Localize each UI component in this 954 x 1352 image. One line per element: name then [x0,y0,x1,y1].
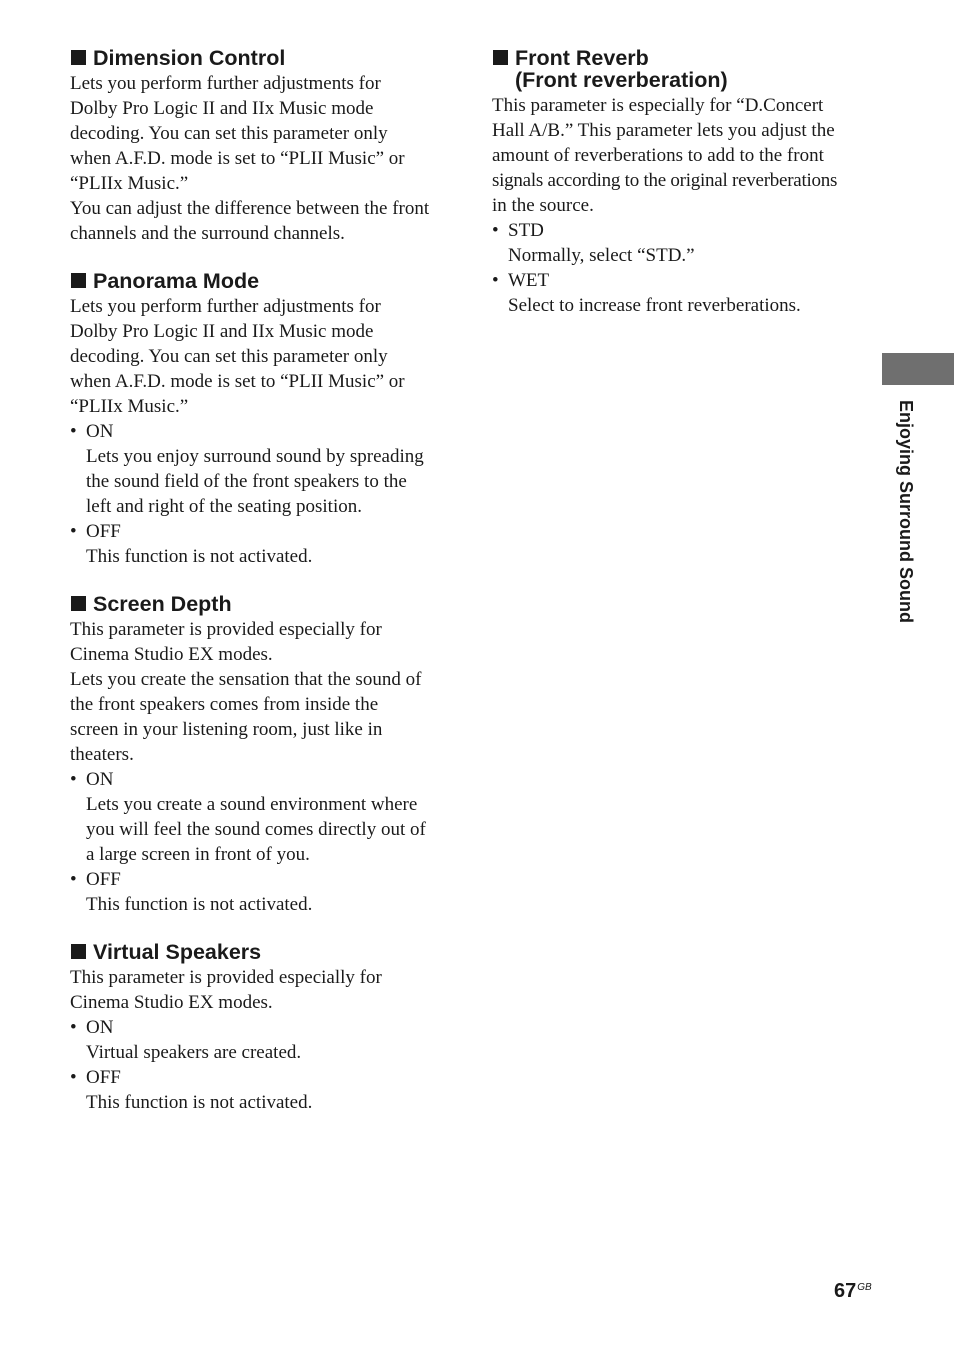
paragraph: This parameter is especially for “D.Concert Hall A/B.” This parameter lets you adjust the amount of reverberations to add to the front signals according to the original reverberations in the source. [492,95,838,216]
option-item-wet: • WET [492,270,550,291]
option-description: This function is not activated. [86,1092,313,1113]
option-description: This function is not activated. [86,546,313,567]
option-description: Lets you enjoy surround sound by spreading the sound field of the front speakers to the left and right of the seating position. [86,446,424,517]
bullet-dot-icon: • [70,521,77,542]
option-description: Virtual speakers are created. [86,1042,302,1063]
section-screen-depth [70,593,450,917]
section-virtual-speakers [70,941,450,1115]
chapter-label: Enjoying Surround Sound [896,400,916,623]
section-heading: Front Reverb (Front reverberation) [492,47,872,91]
section-heading: Dimension Control [70,47,450,69]
bullet-dot-icon: • [492,270,499,291]
section-panorama-mode [70,270,450,569]
paragraph: This parameter is provided especially for Cinema Studio EX modes. [70,967,382,1013]
bullet-dot-icon: • [70,769,77,790]
section-front-reverb [492,47,872,318]
paragraph: Lets you perform further adjustments for Dolby Pro Logic II and IIx Music mode decoding. You can set this parameter only when A.F.D. mode is set to “PLII Music” or “PLIIx Music.” [70,296,405,417]
option-description: This function is not activated. [86,894,313,915]
bullet-dot-icon: • [492,220,499,241]
option-description: Lets you create a sound environment where you will feel the sound comes directly out of a large screen in front of you. [86,794,426,865]
option-item-std: • STD [492,220,544,241]
square-bullet-icon [71,596,86,611]
paragraph: You can adjust the difference between the front channels and the surround channels. [70,198,430,244]
bullet-dot-icon: • [70,869,77,890]
option-item-off: • OFF [70,869,121,890]
bullet-dot-icon: • [70,421,77,442]
section-dimension-control [70,47,450,246]
bullet-dot-icon: • [70,1067,77,1088]
page-suffix: GB [857,1282,872,1293]
option-item-off: • OFF [70,1067,121,1088]
section-heading: Virtual Speakers [70,941,450,963]
section-heading: Panorama Mode [70,270,450,292]
option-item-on: • ON [70,769,114,790]
option-item-off: • OFF [70,521,121,542]
option-description: Normally, select “STD.” [508,245,695,266]
square-bullet-icon [71,273,86,288]
paragraph: This parameter is provided especially for Cinema Studio EX modes. [70,619,382,665]
right-column [492,45,872,342]
square-bullet-icon [71,50,86,65]
left-column [70,45,450,1139]
page-number: $67^{GB}$ [834,1280,872,1302]
paragraph: Lets you create the sensation that the sound of the front speakers comes from inside the screen in your listening room, just like in theaters. [70,669,422,765]
section-heading: Screen Depth [70,593,450,615]
option-item-on: • ON [70,421,114,442]
square-bullet-icon [493,50,508,65]
chapter-tab [882,353,954,385]
option-description: Select to increase front reverberations. [508,295,801,316]
square-bullet-icon [71,944,86,959]
paragraph: Lets you perform further adjustments for Dolby Pro Logic II and IIx Music mode decoding. You can set this parameter only when A.F.D. mode is set to “PLII Music” or “PLIIx Music.” [70,73,405,194]
option-item-on: • ON [70,1017,114,1038]
bullet-dot-icon: • [70,1017,77,1038]
